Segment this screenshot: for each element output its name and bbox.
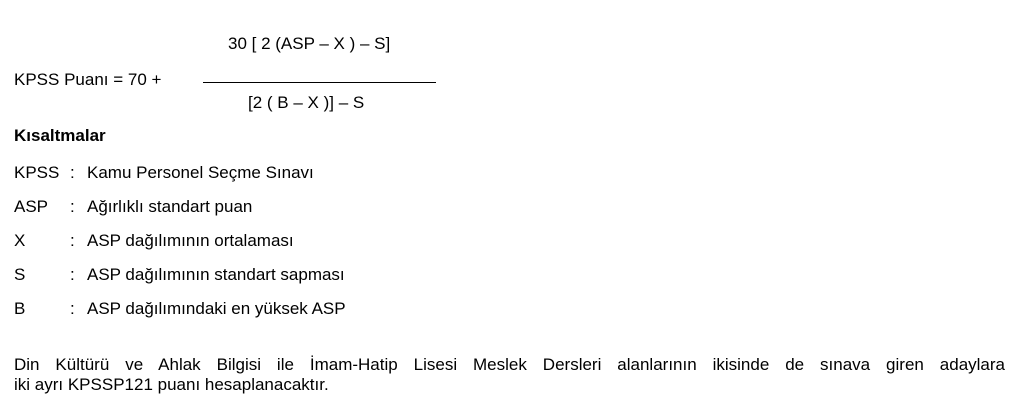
abbreviation-term: ASP: [14, 197, 49, 216]
abbreviation-definition: ASP dağılımının standart sapması: [87, 265, 345, 284]
formula-numerator: 30 [ 2 (ASP – X ) – S]: [228, 34, 391, 53]
abbreviation-term: KPSS: [14, 163, 60, 182]
abbreviation-term: B: [14, 299, 26, 318]
abbreviation-definition: ASP dağılımının ortalaması: [87, 231, 294, 250]
note-line-2: iki ayrı KPSSP121 puanı hesaplanacaktır.: [14, 375, 329, 394]
abbreviation-definition: ASP dağılımındaki en yüksek ASP: [87, 299, 346, 318]
abbreviation-definition: Kamu Personel Seçme Sınavı: [87, 163, 314, 182]
abbreviation-definition: Ağırlıklı standart puan: [87, 197, 253, 216]
abbreviation-colon: :: [70, 163, 75, 182]
abbreviation-colon: :: [70, 299, 75, 318]
note-line-1: Din Kültürü ve Ahlak Bilgisi ile İmam-Hatip Lisesi Meslek Dersleri alanlarının ikisinde de sınava giren adaylara: [14, 355, 1005, 374]
formula-left-hand-side: KPSS Puanı = 70 +: [14, 70, 162, 89]
formula-denominator: [2 ( B – X )] – S: [248, 93, 365, 112]
abbreviation-term: S: [14, 265, 26, 284]
note-paragraph: [14, 355, 1005, 395]
abbreviation-colon: :: [70, 197, 75, 216]
abbreviation-colon: :: [70, 265, 75, 284]
abbreviation-term: X: [14, 231, 26, 250]
abbreviation-colon: :: [70, 231, 75, 250]
fraction-bar: [203, 82, 436, 83]
abbreviations-heading: Kısaltmalar: [14, 126, 106, 145]
